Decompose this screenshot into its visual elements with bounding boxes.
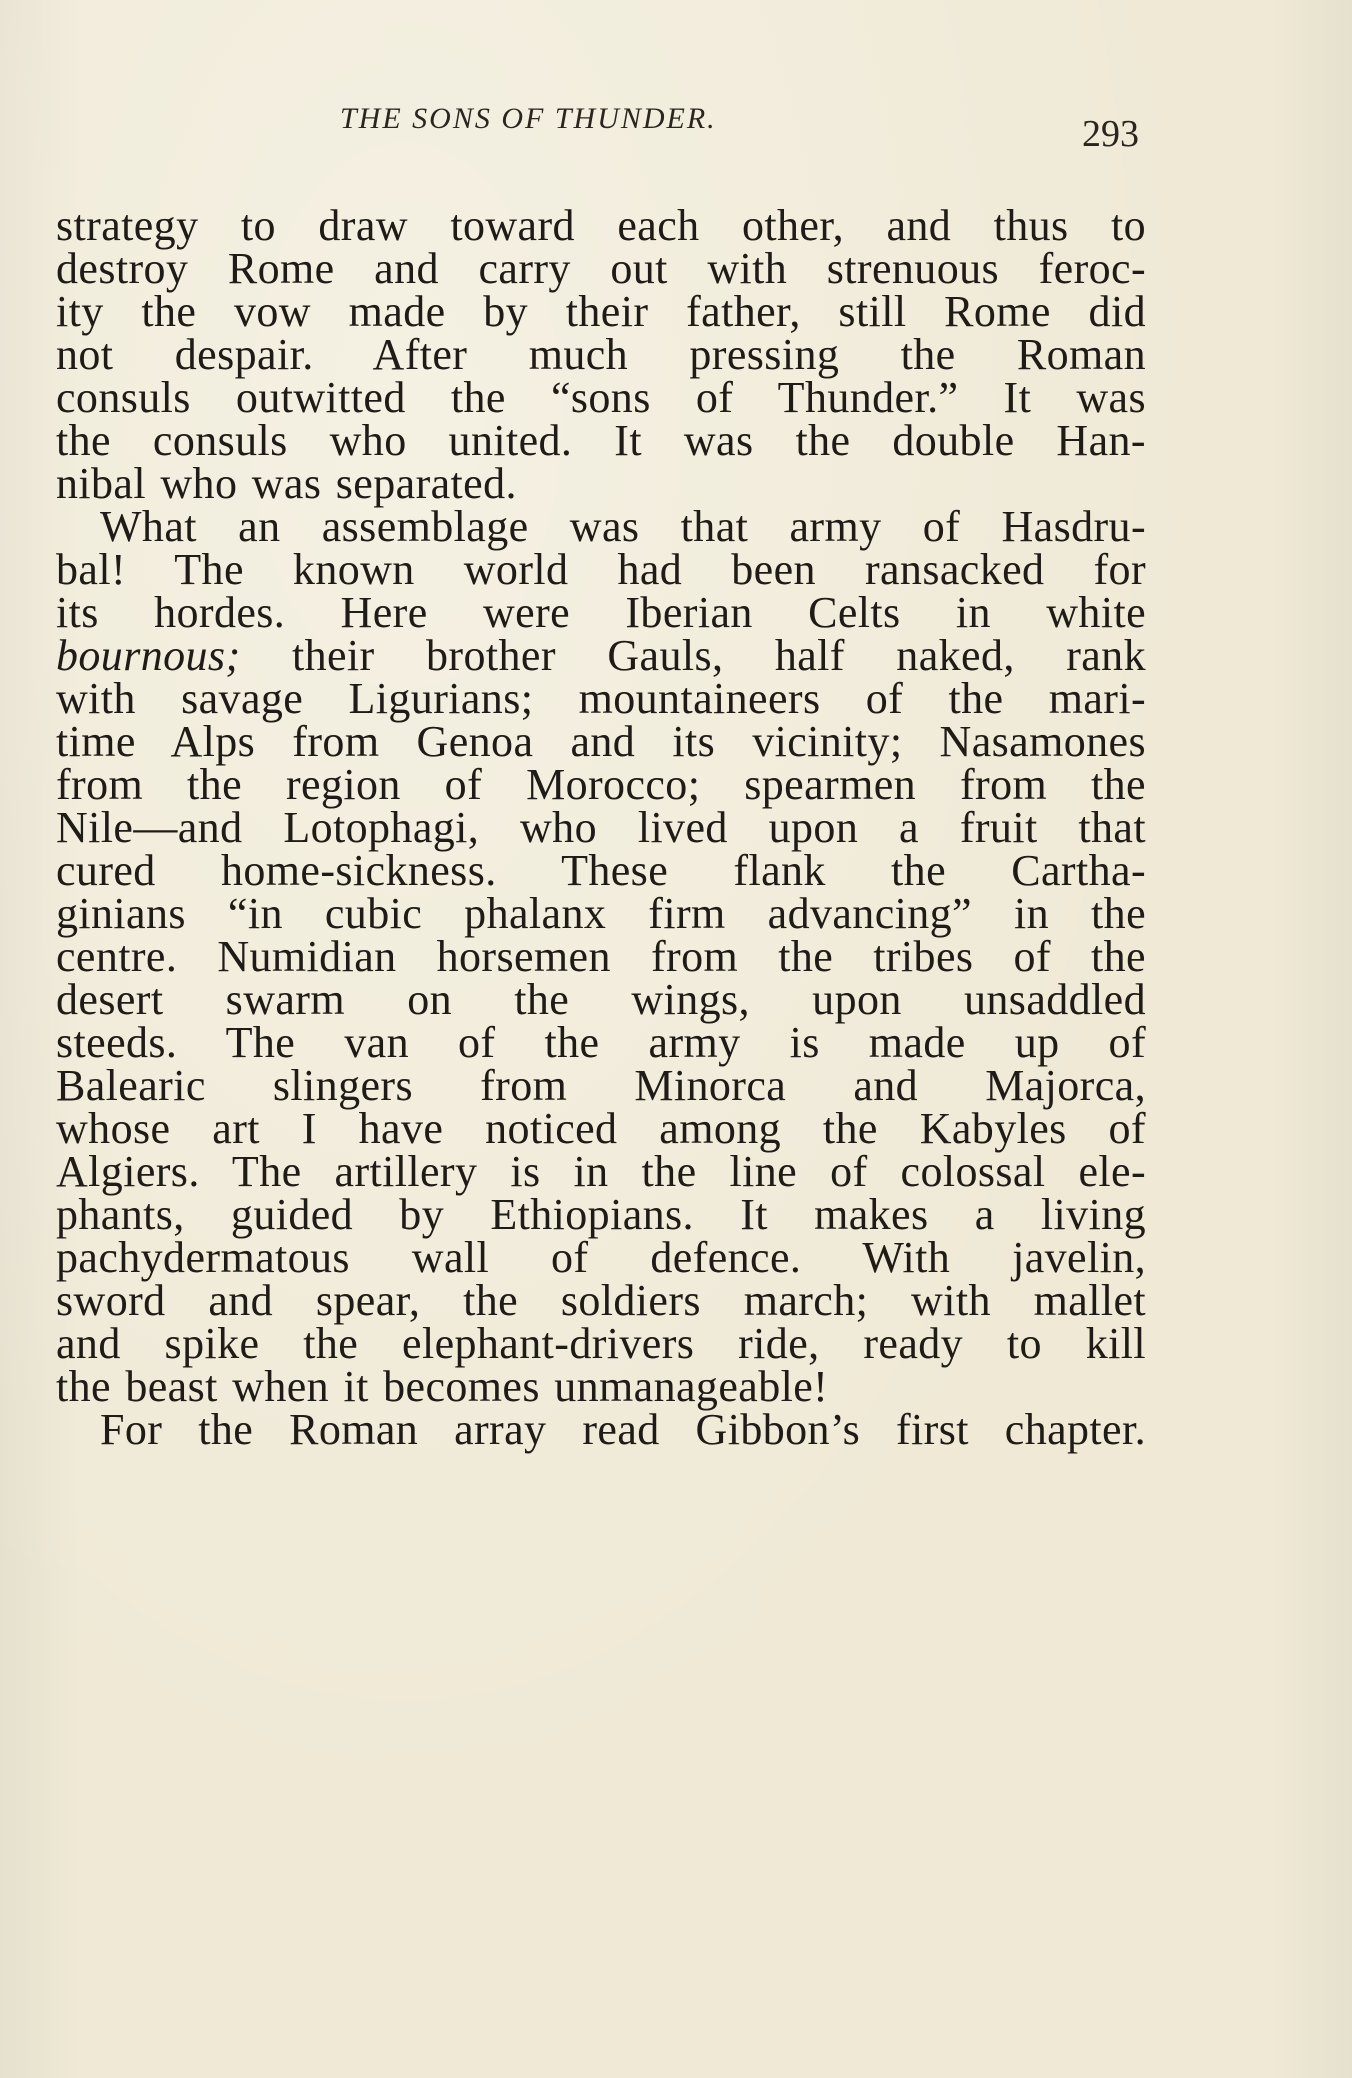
text-line: the beast when it becomes unmanageable!: [56, 1362, 829, 1411]
text-line: consuls outwitted the “sons of Thunder.” It was: [56, 373, 1146, 422]
text-line: Nile—and Lotophagi, who lived upon a fruit that: [56, 803, 1146, 852]
text-line: desert swarm on the wings, upon unsaddled: [56, 975, 1146, 1024]
text-line: nibal who was separated.: [56, 459, 517, 508]
text-line: strategy to draw toward each other, and thus to: [56, 201, 1146, 250]
line-rest: their brother Gauls, half naked, rank: [240, 631, 1146, 680]
text-line: the consuls who united. It was the double Han-: [56, 416, 1146, 465]
text-line: phants, guided by Ethiopians. It makes a living: [56, 1190, 1146, 1239]
text-line: Algiers. The artillery is in the line of colossal ele-: [56, 1147, 1146, 1196]
text-line: not despair. After much pressing the Roman: [56, 330, 1146, 379]
text-line: Balearic slingers from Minorca and Majorca,: [56, 1061, 1146, 1110]
text-line: whose art I have noticed among the Kabyles of: [56, 1104, 1146, 1153]
text-line: ginians “in cubic phalanx firm advancing” in the: [56, 889, 1146, 938]
text-line: destroy Rome and carry out with strenuous feroc-: [56, 244, 1146, 293]
text-line: time Alps from Genoa and its vicinity; Nasamones: [56, 717, 1146, 766]
text-line: What an assemblage was that army of Hasdru-: [100, 502, 1146, 551]
page-number: 293: [1082, 113, 1139, 155]
text-line: with savage Ligurians; mountaineers of the mari-: [56, 674, 1146, 723]
running-head: THE SONS OF THUNDER.: [340, 102, 717, 135]
text-line: centre. Numidian horsemen from the tribes of the: [56, 932, 1146, 981]
text-line: ity the vow made by their father, still Rome did: [56, 287, 1146, 336]
text-line: and spike the elephant-drivers ride, ready to kill: [56, 1319, 1146, 1368]
text-line: from the region of Morocco; spearmen from the: [56, 760, 1146, 809]
text-line: cured home-sickness. These flank the Cartha-: [56, 846, 1146, 895]
text-line: bal! The known world had been ransacked for: [56, 545, 1146, 594]
text-line: pachydermatous wall of defence. With javelin,: [56, 1233, 1146, 1282]
text-line: steeds. The van of the army is made up of: [56, 1018, 1146, 1067]
text-line: its hordes. Here were Iberian Celts in white: [56, 588, 1146, 637]
italic-word: bournous;: [56, 631, 241, 680]
text-line: sword and spear, the soldiers march; with mallet: [56, 1276, 1146, 1325]
text-line: For the Roman array read Gibbon’s first chapter.: [100, 1405, 1146, 1454]
